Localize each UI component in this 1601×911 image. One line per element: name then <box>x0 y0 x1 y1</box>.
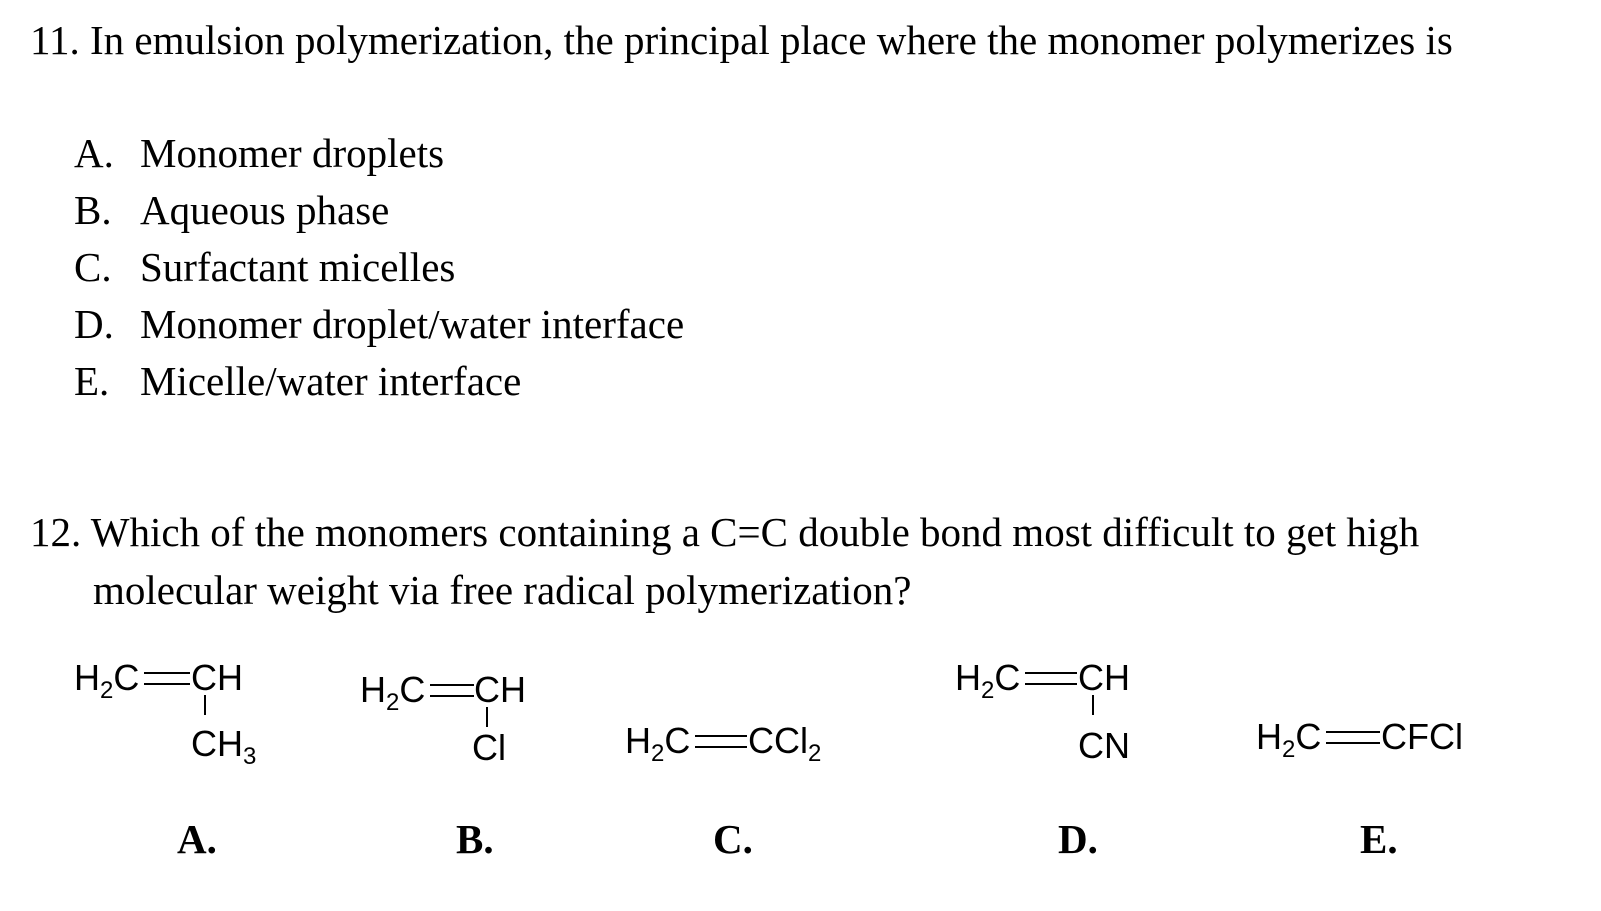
double-bond-bottom <box>1326 742 1380 744</box>
option-letter: B. <box>74 187 112 233</box>
structure-c-label: C. <box>713 816 753 862</box>
structure-c-right: CCl$_2$ <box>748 720 822 767</box>
option-text: Surfactant micelles <box>140 244 456 290</box>
option-letter: C. <box>74 244 112 290</box>
double-bond-top <box>695 735 747 737</box>
question-11-stem: 11. In emulsion polymerization, the principal place where the monomer polymerizes is <box>30 17 1453 63</box>
option-11-d[interactable] <box>74 300 684 348</box>
single-bond <box>204 695 206 715</box>
structure-d-right: CH <box>1078 657 1130 698</box>
double-bond-bottom <box>1025 683 1077 685</box>
question-12-stem-line1: 12. Which of the monomers containing a C=C double bond most difficult to get high <box>30 509 1420 555</box>
single-bond <box>1092 695 1094 715</box>
double-bond-bottom <box>144 683 190 685</box>
option-letter: E. <box>74 358 110 404</box>
structure-b-substituent: Cl <box>472 727 506 768</box>
structure-a-left: $H_2C$ <box>74 657 140 704</box>
structure-a-label: A. <box>177 816 217 862</box>
option-letter: A. <box>74 130 114 176</box>
double-bond-top <box>1326 731 1380 733</box>
option-text: Micelle/water interface <box>140 358 522 404</box>
option-11-b[interactable] <box>74 186 389 234</box>
structure-e-right: CFCl <box>1381 716 1463 757</box>
structure-d-substituent: CN <box>1078 725 1130 766</box>
structure-d-label: D. <box>1058 816 1098 862</box>
structure-e-label: E. <box>1360 816 1398 862</box>
double-bond-top <box>144 672 190 674</box>
double-bond-bottom <box>430 695 474 697</box>
option-11-a[interactable] <box>74 129 444 177</box>
structure-a-substituent: $CH_3$ <box>191 723 257 770</box>
double-bond-top <box>430 684 474 686</box>
single-bond <box>486 707 488 727</box>
structure-e-left: $H_2C$ <box>1256 716 1322 763</box>
option-text: Aqueous phase <box>140 187 390 233</box>
double-bond-bottom <box>695 746 747 748</box>
structure-a-right: CH <box>191 657 243 698</box>
structure-b-label: B. <box>456 816 494 862</box>
question-12-stem-line2: molecular weight via free radical polymerization? <box>93 567 912 613</box>
structure-b-left: $H_2C$ <box>360 669 426 716</box>
option-text: Monomer droplet/water interface <box>140 301 685 347</box>
option-11-e[interactable] <box>74 357 521 405</box>
structure-c-left: $H_2C$ <box>625 720 691 767</box>
option-text: Monomer droplets <box>140 130 445 176</box>
option-11-c[interactable] <box>74 243 455 291</box>
option-letter: D. <box>74 301 114 347</box>
structure-d-left: $H_2C$ <box>955 657 1021 704</box>
double-bond-top <box>1025 672 1077 674</box>
structure-b-right: CH <box>474 669 526 710</box>
